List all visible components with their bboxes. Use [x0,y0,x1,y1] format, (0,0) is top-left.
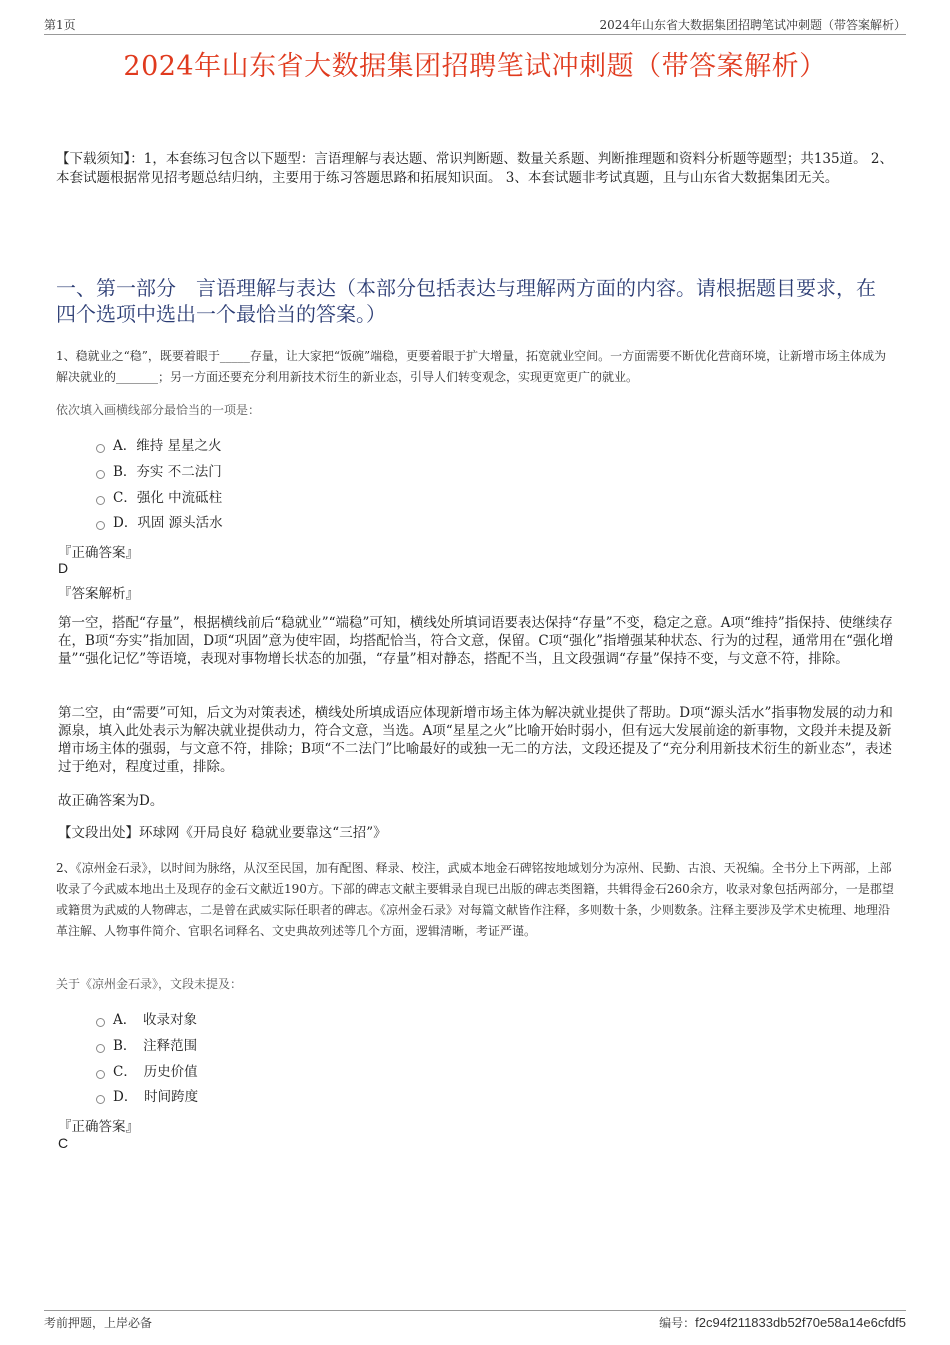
section-title: 一、第一部分 言语理解与表达（本部分包括表达与理解两方面的内容。请根据题目要求，在四个选项中选出一个最恰当的答案。） [56,276,876,326]
footer-code-label: 编号： [659,1316,696,1330]
question-1-source: 【文段出处】环球网《开局良好 稳就业要靠这“三招”》 [58,825,387,841]
footer-code [659,1314,906,1331]
question-1-option-d[interactable] [96,513,223,533]
radio-icon[interactable] [96,1018,105,1027]
download-notice: 【下载须知】：1，本套练习包含以下题型：言语理解与表达题、常识判断题、数量关系题、判断推理题和资料分析题等题型；共135道。 2、本套试题根据常见招考题总结归纳，主要用于练习答题思路和拓展知识面。 3、本套试题非考试真题，且与山东省大数据集团无关。 [56,151,893,186]
radio-icon[interactable] [96,1095,105,1104]
option-label: A．维持 星星之火 [113,438,222,454]
question-1-prompt: 依次填入画横线部分最恰当的一项是： [56,403,261,417]
question-2-option-b[interactable] [96,1036,197,1056]
radio-icon[interactable] [96,1070,105,1079]
option-label: C． 历史价值 [113,1064,198,1080]
header-doc-title: 2024年山东省大数据集团招聘笔试冲刺题（带答案解析） [599,18,906,32]
option-label: B．夯实 不二法门 [113,464,222,480]
footer-slogan: 考前押题，上岸必备 [44,1316,153,1330]
question-2-answer: C [58,1135,69,1151]
question-1-option-b[interactable] [96,462,222,482]
question-2-option-c[interactable] [96,1062,198,1082]
question-2-option-d[interactable] [96,1087,198,1107]
radio-icon[interactable] [96,470,105,479]
option-label: D． 时间跨度 [113,1089,199,1105]
question-1-answer-label: 『正确答案』 [58,545,139,561]
question-1-answer: D [58,560,69,576]
option-label: D．巩固 源头活水 [113,515,223,531]
question-2-stem: 2、《凉州金石录》，以时间为脉络，从汉至民国，加有配图、释录、校注，武威本地金石碑铭按地域划分为凉州、民勤、古浪、天祝编。全书分上下两部，上部收录了今武威本地出土及现存的金石文献近190方。下部的碑志文献主要辑录自现已出版的碑志类图籍，共辑得金石260余方，收录对象包括两部分，一是郡望或籍贯为武威的人物碑志，二是曾在武威实际任职者的碑志。《凉州金石录》对每篇文献皆作注释，多则数十条，少则数条。注释主要涉及学术史梳理、地理沿革注解、人物事件简介、官职名词释名、文史典故列述等几个方面，逻辑清晰，考证严谨。 [56,861,894,938]
option-label: C．强化 中流砥柱 [113,490,223,506]
question-1-option-c[interactable] [96,488,222,508]
page-number: 第1页 [44,18,76,32]
question-1-conclusion: 故正确答案为D。 [58,793,164,809]
page-title: 2024年山东省大数据集团招聘笔试冲刺题（带答案解析） [123,51,827,82]
option-label: A． 收录对象 [113,1012,197,1028]
question-1-analysis-2: 第二空，由“需要”可知，后文为对策表述，横线处所填成语应体现新增市场主体为解决就业提供了帮助。D项“源头活水”指事物发展的动力和源泉，填入此处表示为解决就业提供动力，符合文意，当选。A项“星星之火”比喻开始时弱小，但有远大发展前途的新事物，文段并未提及新增市场主体的强弱，与文意不符，排除；B项“不二法门”比喻最好的或独一无二的方法，文段还提及了“充分利用新技术衍生的新业态”，表述过于绝对，程度过重，排除。 [58,705,893,775]
radio-icon[interactable] [96,521,105,530]
option-label: B． 注释范围 [113,1038,198,1054]
question-1-stem: 1、稳就业之“稳”，既要着眼于_____存量，让大家把“饭碗”端稳，更要着眼于扩大增量，拓宽就业空间。一方面需要不断优化营商环境，让新增市场主体成为解决就业的_______；另一方面还要充分利用新技术衍生的新业态，引导人们转变观念，实现更宽更广的就业。 [56,349,887,384]
question-2-option-a[interactable] [96,1010,197,1030]
question-1-option-a[interactable] [96,436,222,456]
question-1-analysis-1: 第一空，搭配“存量”，根据横线前后“稳就业”“端稳”可知，横线处所填词语要表达保持“存量”不变，稳定之意。A项“维持”指保持、使继续存在，B项“夯实”指加固，D项“巩固”意为使牢固，均搭配恰当，符合文意，保留。C项“强化”指增强某种状态、行为的过程，通常用在“强化增量”“强化记忆”等语境，表现对事物增长状态的加强，“存量”相对静态，搭配不当，且文段强调“存量”保持不变，与文意不符，排除。 [58,615,894,667]
question-1-analysis-label: 『答案解析』 [58,586,139,602]
radio-icon[interactable] [96,444,105,453]
page-footer [44,1310,906,1333]
footer-code-value: f2c94f211833db52f70e58a14e6cfdf5 [695,1315,906,1330]
radio-icon[interactable] [96,496,105,505]
page-header [44,14,906,35]
radio-icon[interactable] [96,1044,105,1053]
question-2-answer-label: 『正确答案』 [58,1119,139,1135]
question-2-prompt: 关于《凉州金石录》，文段未提及： [56,977,243,991]
